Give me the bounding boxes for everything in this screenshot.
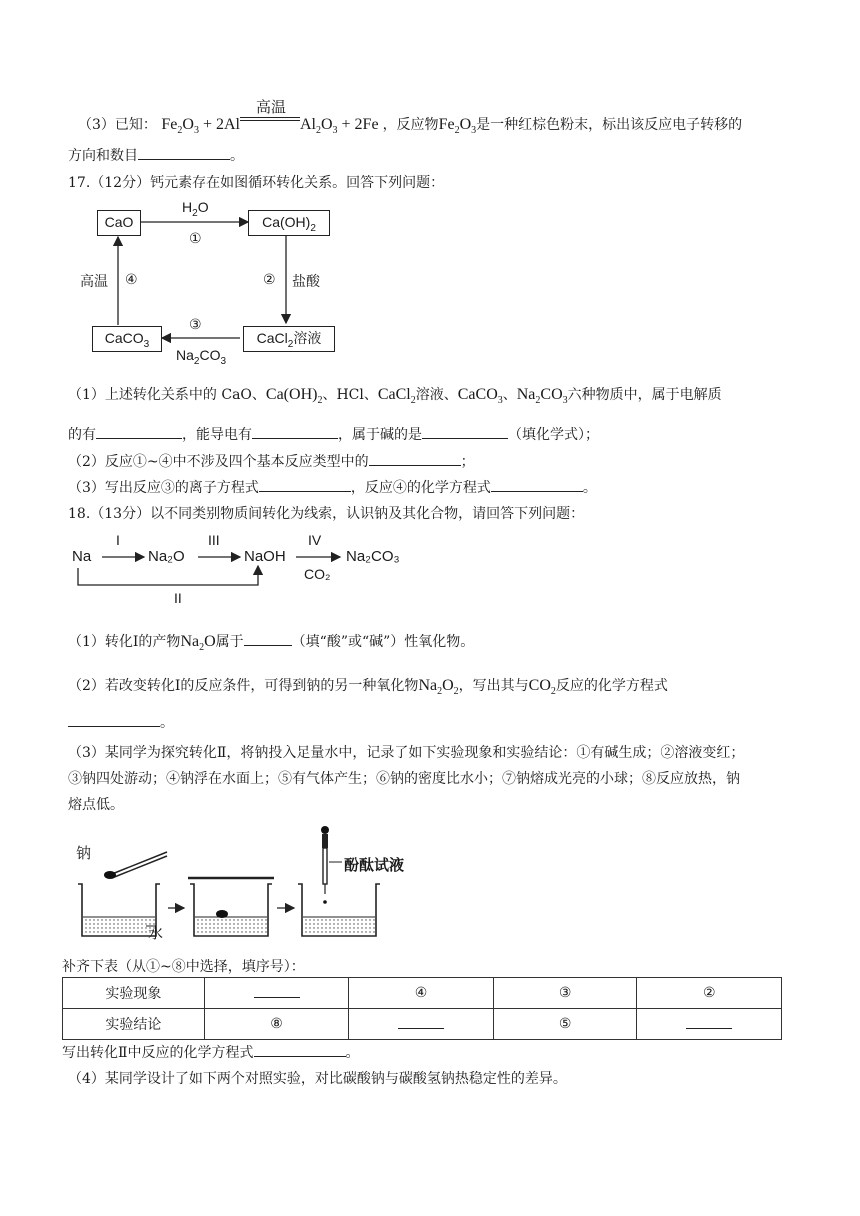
row-header: 实验结论 — [63, 1009, 205, 1040]
roman-4: IV — [308, 532, 322, 548]
table-cell: ② — [637, 978, 782, 1009]
q18-4: （4）某同学设计了如下两个对照实验，对比碳酸钠与碳酸氢钠热稳定性的差异。 — [68, 1071, 567, 1087]
q18-2-line1: （2）若改变转化Ⅰ的反应条件，可得到钠的另一种氧化物$Na_2O_2$，写出其与$CO_2$反应的化学方程式 — [68, 677, 668, 698]
answer-blank[interactable] — [138, 145, 230, 160]
sodium-water-experiment-figure — [72, 822, 442, 947]
answer-blank[interactable] — [686, 1016, 732, 1029]
q16-3-line1: （3）已知： $Fe_2O_3 + 2Al$ $Al_2O_3 + 2Fe$ ，反应物$Fe_2O_3$是一种红棕色粉末，标出该反应电子转移的 — [78, 116, 743, 137]
answer-blank[interactable] — [398, 1016, 444, 1029]
roman-1: I — [116, 532, 120, 548]
q18-title: 18.（13分）以不同类别物质间转化为线索，认识钠及其化合物，请回答下列问题： — [68, 506, 585, 522]
diagram-arrows — [68, 530, 428, 615]
table-cell[interactable] — [204, 978, 349, 1009]
q18-1: （1）转化Ⅰ的产物$Na_2O$属于 （填“酸”或“碱”）性氧化物。 — [68, 633, 475, 654]
q18-3-line1: （3）某同学为探究转化Ⅱ，将钠投入足量水中，记录了如下实验现象和实验结论：①有碱生成；②溶液变红； — [68, 745, 745, 761]
answer-blank[interactable] — [254, 985, 300, 998]
step1-label: ① — [189, 230, 202, 246]
after-table-line: 写出转化Ⅱ中反应的化学方程式 。 — [62, 1042, 360, 1062]
table-cell: ④ — [349, 978, 494, 1009]
q18-3-line3: 熔点低。 — [68, 797, 124, 813]
q17-title: 17.（12分）钙元素存在如图循环转化关系。回答下列问题： — [68, 175, 445, 191]
cao-box: CaO — [97, 210, 141, 236]
table-cell: ③ — [493, 978, 637, 1009]
q17-1-line1: （1）上述转化关系中的 CaO、$Ca(OH)_2$、HCl、CaCl$_2$溶液、CaCO$_3$、$Na_2CO_3$六种物质中，属于电解质 — [68, 386, 722, 407]
answer-blank[interactable] — [422, 424, 508, 439]
q17-3: （3）写出反应③的离子方程式 ，反应④的化学方程式 。 — [68, 477, 597, 497]
answer-blank[interactable] — [369, 451, 461, 466]
na2co3-label: $Na_2CO_3$ — [176, 347, 227, 367]
hydrochloric-acid-label: 盐酸 — [292, 273, 320, 289]
na2co3-product-label: Na₂CO₃ — [346, 548, 400, 565]
q18-2-line2: 。 — [68, 712, 174, 732]
q16-3-line2: 方向和数目 。 — [68, 145, 244, 165]
table-cell[interactable] — [349, 1009, 494, 1040]
table-row — [63, 978, 782, 1009]
table-cell: ⑧ — [204, 1009, 349, 1040]
cacl2-box: CaCl$_2$溶液 — [243, 326, 335, 352]
beaker-illustration — [72, 822, 442, 947]
na-label: Na — [72, 548, 92, 565]
co2-label: CO₂ — [304, 566, 331, 582]
q17-1-line2: 的有 ，能导电有 ，属于碱的是 （填化学式）； — [68, 424, 599, 444]
high-temp-label: 高温 — [80, 273, 108, 289]
sodium-label: 钠 — [76, 845, 92, 862]
roman-3: III — [208, 532, 220, 548]
phenolphthalein-label: 酚酞试液 — [344, 857, 405, 874]
row-header: 实验现象 — [63, 978, 205, 1009]
experiment-table — [62, 977, 782, 1040]
answer-blank[interactable] — [68, 712, 160, 727]
table-row — [63, 1009, 782, 1040]
na2o-label: Na₂O — [148, 548, 185, 565]
table-cell: ⑤ — [493, 1009, 637, 1040]
answer-blank[interactable] — [252, 424, 338, 439]
answer-blank[interactable] — [244, 631, 292, 646]
h2o-label: $H_2O$ — [182, 199, 209, 219]
sodium-conversion-diagram — [68, 530, 428, 615]
answer-blank[interactable] — [259, 477, 351, 492]
step3-label: ③ — [189, 316, 202, 332]
table-cell[interactable] — [637, 1009, 782, 1040]
water-label: 水 — [148, 925, 164, 942]
step2-label: ② — [263, 271, 276, 287]
q18-3-line2: ③钠四处游动；④钠浮在水面上；⑤有气体产生；⑥钠的密度比水小；⑦钠熔成光亮的小球；⑧反应放热，钠 — [68, 771, 740, 787]
answer-blank[interactable] — [491, 477, 583, 492]
naoh-label: NaOH — [244, 548, 286, 565]
caco3-box: CaCO$_3$ — [92, 326, 162, 352]
table-intro: 补齐下表（从①~⑧中选择，填序号）： — [62, 959, 305, 975]
q17-2: （2）反应①~④中不涉及四个基本反应类型中的 ； — [68, 451, 475, 471]
answer-blank[interactable] — [254, 1042, 346, 1057]
calcium-cycle-diagram — [80, 195, 350, 370]
answer-blank[interactable] — [96, 424, 182, 439]
step4-label: ④ — [125, 271, 138, 287]
roman-2: II — [174, 590, 182, 606]
caoh2-box: $Ca(OH)_2$ — [248, 210, 330, 236]
